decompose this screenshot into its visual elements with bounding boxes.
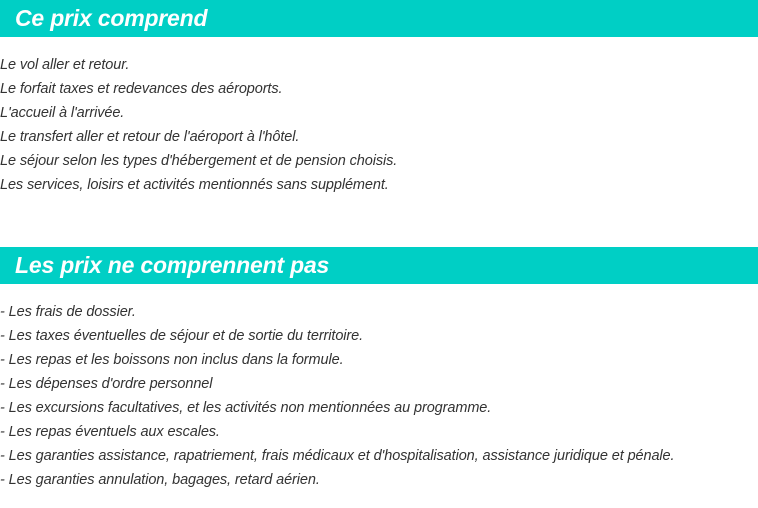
excluded-item: - Les repas éventuels aux escales. [0, 424, 220, 440]
excluded-item: - Les garanties assistance, rapatriement, frais médicaux et d'hospitalisation, assistance juridique et pénale. [0, 448, 675, 464]
included-item: Le forfait taxes et redevances des aéroports. [0, 81, 283, 97]
excluded-item: - Les taxes éventuelles de séjour et de sortie du territoire. [0, 328, 364, 344]
included-item: Le séjour selon les types d'hébergement et de pension choisis. [0, 153, 398, 169]
included-item: Le vol aller et retour. [0, 57, 130, 73]
excluded-section-title: Les prix ne comprennent pas [0, 247, 758, 284]
excluded-item: - Les garanties annulation, bagages, retard aérien. [0, 472, 320, 488]
included-item: L'accueil à l'arrivée. [0, 105, 125, 121]
excluded-item: - Les frais de dossier. [0, 304, 136, 320]
excluded-item: - Les repas et les boissons non inclus dans la formule. [0, 352, 344, 368]
excluded-item: - Les excursions facultatives, et les activités non mentionnées au programme. [0, 400, 492, 416]
excluded-item: - Les dépenses d'ordre personnel [0, 376, 213, 392]
excluded-items-list [0, 300, 674, 492]
included-items-list [0, 53, 397, 197]
included-item: Les services, loisirs et activités mentionnés sans supplément. [0, 177, 389, 193]
included-section-title: Ce prix comprend [0, 0, 758, 37]
included-item: Le transfert aller et retour de l'aéroport à l'hôtel. [0, 129, 300, 145]
